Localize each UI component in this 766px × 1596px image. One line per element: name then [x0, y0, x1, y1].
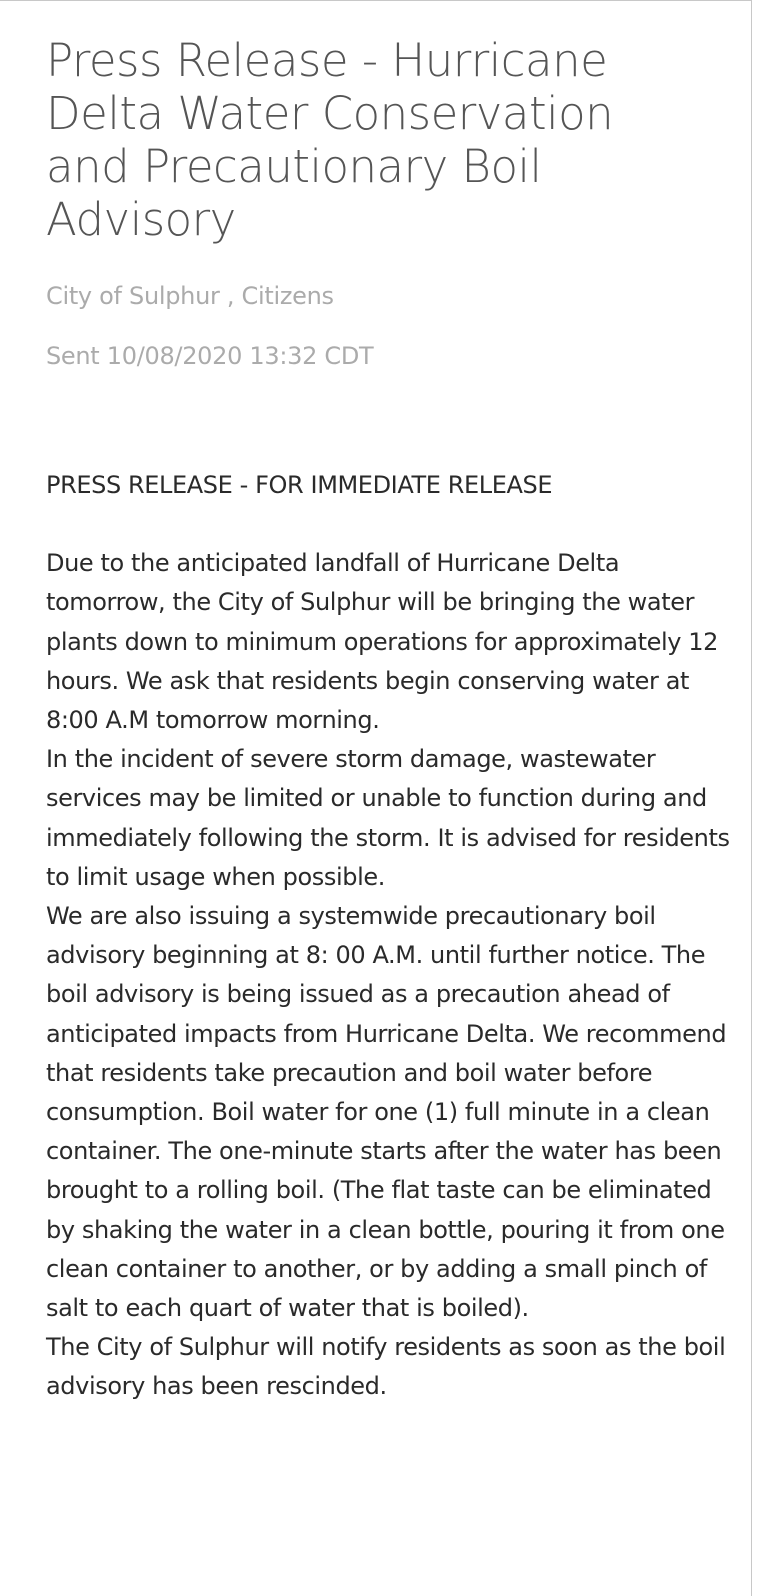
page-title: Press Release - Hurricane Delta Water Conservation and Precautionary Boil Advisory [46, 34, 614, 246]
sent-timestamp: Sent 10/08/2020 13:32 CDT [46, 342, 374, 370]
alert-content [46, 0, 736, 1407]
message-paragraph: Due to the anticipated landfall of Hurricane Delta tomorrow, the City of Sulphur will be bringing the water plants down to minimum operations for approximately 12 hours. We ask that residents begin conserving water at 8:00 A.M tomorrow morning. [46, 549, 719, 735]
sender-line: City of Sulphur , Citizens [46, 282, 334, 310]
message-paragraph: In the incident of severe storm damage, wastewater services may be limited or unable to function during and immediately following the storm. It is advised for residents to limit usage when possible. [46, 745, 730, 891]
message-paragraph: We are also issuing a systemwide precautionary boil advisory beginning at 8: 00 A.M. until further notice. The boil advisory is being issued as a precaution ahead of anticipated impacts from Hurricane Delta. We recommend that residents take precaution and boil water before consumption. Boil water for one (1) full minute in a clean container. The one-minute starts after the water has been brought to a rolling boil. (The flat taste can be eliminated by shaking the water in a clean bottle, pouring it from one clean container to another, or by adding a small pinch of salt to each quart of water that is boiled). [46, 902, 727, 1323]
message-heading: PRESS RELEASE - FOR IMMEDIATE RELEASE [46, 471, 553, 499]
message-paragraph: The City of Sulphur will notify residents as soon as the boil advisory has been rescinded. [46, 1333, 726, 1401]
message-body [46, 466, 736, 1407]
